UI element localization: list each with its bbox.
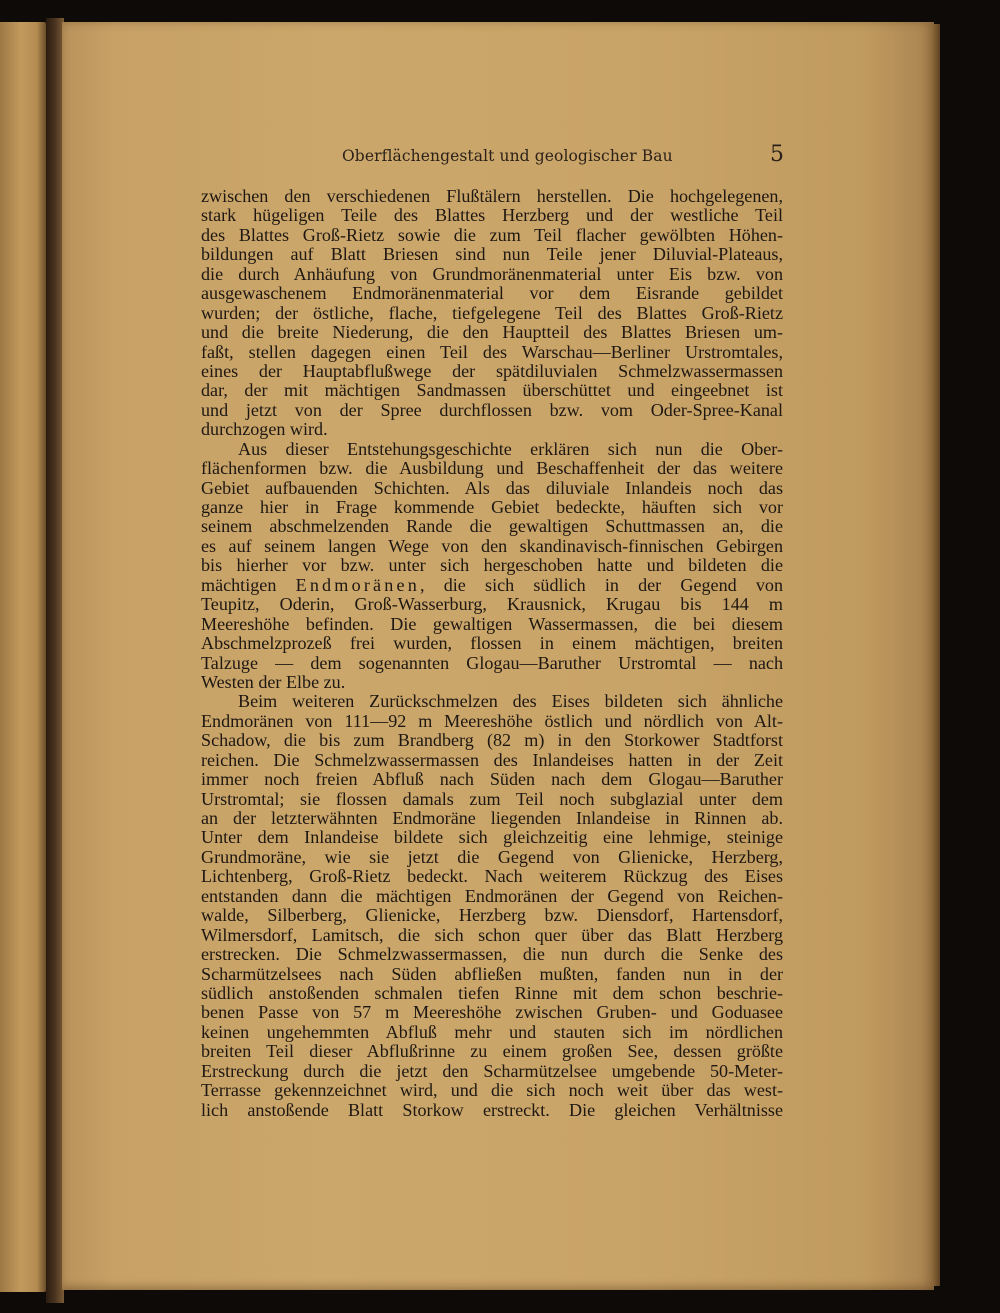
text-line: erstrecken. Die Schmelzwassermassen, die nun durch die Senke des	[201, 945, 783, 965]
text-line: immer noch freien Abfluß nach Süden nach dem Glogau—Baruther	[201, 770, 783, 790]
text-line: lich anstoßende Blatt Storkow erstreckt. Die gleichen Verhältnisse	[201, 1100, 783, 1120]
text-line: keinen ungehemmten Abfluß mehr und stauten sich im nördlichen	[201, 1022, 783, 1042]
text-line: es auf seinem langen Wege von den skandinavisch-finnischen Gebirgen	[201, 536, 783, 556]
text-line: ausgewaschenem Endmoränenmaterial vor dem Eisrande gebildet	[201, 284, 783, 304]
text-line: Meereshöhe befinden. Die gewaltigen Wassermassen, die bei diesem	[201, 614, 783, 634]
text-line: zwischen den verschiedenen Flußtälern herstellen. Die hochgelegenen,	[201, 187, 783, 206]
text-line: bis hierher vor bzw. unter sich hergeschoben hatte und bildeten die	[201, 556, 783, 576]
text-line: Talzuge — dem sogenannten Glogau—Baruther Urstromtal — nach	[201, 653, 783, 673]
text-line: Urstromtal; sie flossen damals zum Teil noch subglazial unter dem	[201, 789, 783, 809]
text-line: des Blattes Groß-Rietz sowie die zum Teil flacher gewölbten Höhen-	[201, 225, 783, 245]
text-line: südlich anstoßenden schmalen tiefen Rinne mit dem schon beschrie-	[201, 983, 783, 1003]
text-line: bildungen auf Blatt Briesen sind nun Teile jener Diluvial-Plateaus,	[201, 245, 783, 265]
text-line: und die breite Niederung, die den Hauptteil des Blattes Briesen um-	[201, 323, 783, 343]
page-outer-edge	[932, 24, 940, 1286]
body-text	[201, 187, 783, 1120]
text-line: an der letzterwähnten Endmoräne liegenden Inlandeise in Rinnen ab.	[201, 809, 783, 828]
text-line: Endmoränen von 111—92 m Meereshöhe östlich und nördlich von Alt-	[201, 711, 783, 731]
spaced-emphasis: Endmoränen	[295, 575, 421, 595]
text-fragment: , die sich südlich in der Gegend von	[420, 575, 783, 595]
text-fragment: mächtigen	[201, 575, 296, 595]
text-line: flächenformen bzw. die Ausbildung und Beschaffenheit der das weitere	[201, 459, 783, 479]
text-line: und jetzt von der Spree durchflossen bzw. vom Oder-Spree-Kanal	[201, 400, 783, 420]
text-line: durchzogen wird.	[201, 420, 328, 440]
text-line: benen Passe von 57 m Meereshöhe zwischen Gruben- und Goduasee	[201, 1003, 783, 1023]
running-header: Oberflächengestalt und geologischer Bau	[342, 147, 673, 165]
text-line: Gebiet aufbauenden Schichten. Als das diluviale Inlandeis noch das	[201, 478, 783, 498]
text-line: Lichtenberg, Groß-Rietz bedeckt. Nach weiterem Rückzug des Eises	[201, 867, 783, 887]
text-line: Unter dem Inlandeise bildete sich gleichzeitig eine lehmige, steinige	[201, 828, 783, 848]
text-line: dar, der mit mächtigen Sandmassen überschüttet und eingeebnet ist	[201, 381, 783, 401]
text-line: Beim weiteren Zurückschmelzen des Eises bildeten sich ähnliche	[238, 692, 783, 712]
text-line: breiten Teil dieser Abflußrinne zu einem großen See, dessen größte	[201, 1042, 783, 1062]
text-line: Schadow, die bis zum Brandberg (82 m) in den Storkower Stadtforst	[201, 731, 783, 751]
text-line: Teupitz, Oderin, Groß-Wasserburg, Krausnick, Krugau bis 144 m	[201, 595, 783, 615]
text-line	[201, 576, 783, 595]
text-line: die durch Anhäufung von Grundmoränenmaterial unter Eis bzw. von	[201, 264, 783, 284]
text-line: reichen. Die Schmelzwassermassen des Inlandeises hatten in der Zeit	[201, 750, 783, 770]
text-line: Westen der Elbe zu.	[201, 672, 346, 692]
text-line: wurden; der östliche, flache, tiefgelegene Teil des Blattes Groß-Rietz	[201, 303, 783, 323]
text-line: Abschmelzprozeß frei wurden, flossen in einem mächtigen, breiten	[201, 634, 783, 654]
text-line: seinem abschmelzenden Rande die gewaltigen Schuttmassen an, die	[201, 517, 783, 537]
page-number: 5	[770, 142, 784, 167]
text-line: Terrasse gekennzeichnet wird, und die sich noch weit über das west-	[201, 1081, 783, 1101]
text-line: Erstreckung durch die jetzt den Scharmützelsee umgebende 50-Meter-	[201, 1061, 783, 1081]
text-line: walde, Silberberg, Glienicke, Herzberg bzw. Diensdorf, Hartensdorf,	[201, 906, 783, 926]
text-line: Grundmoräne, wie sie jetzt die Gegend von Glienicke, Herzberg,	[201, 847, 783, 867]
text-line: ganze hier in Frage kommende Gebiet bedeckte, häuften sich vor	[201, 498, 783, 517]
text-line: Wilmersdorf, Lamitsch, die sich schon quer über das Blatt Herzberg	[201, 925, 783, 945]
text-line: stark hügeligen Teile des Blattes Herzberg und der westliche Teil	[201, 206, 783, 226]
text-line: Aus dieser Entstehungsgeschichte erklären sich nun die Ober-	[238, 439, 783, 459]
left-page-edge	[0, 22, 46, 1292]
text-line: eines der Hauptabflußwege der spätdiluvialen Schmelzwassermassen	[201, 361, 783, 381]
text-line: Scharmützelsees nach Süden abfließen mußten, fanden nun in der	[201, 964, 783, 984]
text-line: entstanden dann die mächtigen Endmoränen der Gegend von Reichen-	[201, 886, 783, 906]
text-line: faßt, stellen dagegen einen Teil des Warschau—Berliner Urstromtales,	[201, 342, 783, 362]
